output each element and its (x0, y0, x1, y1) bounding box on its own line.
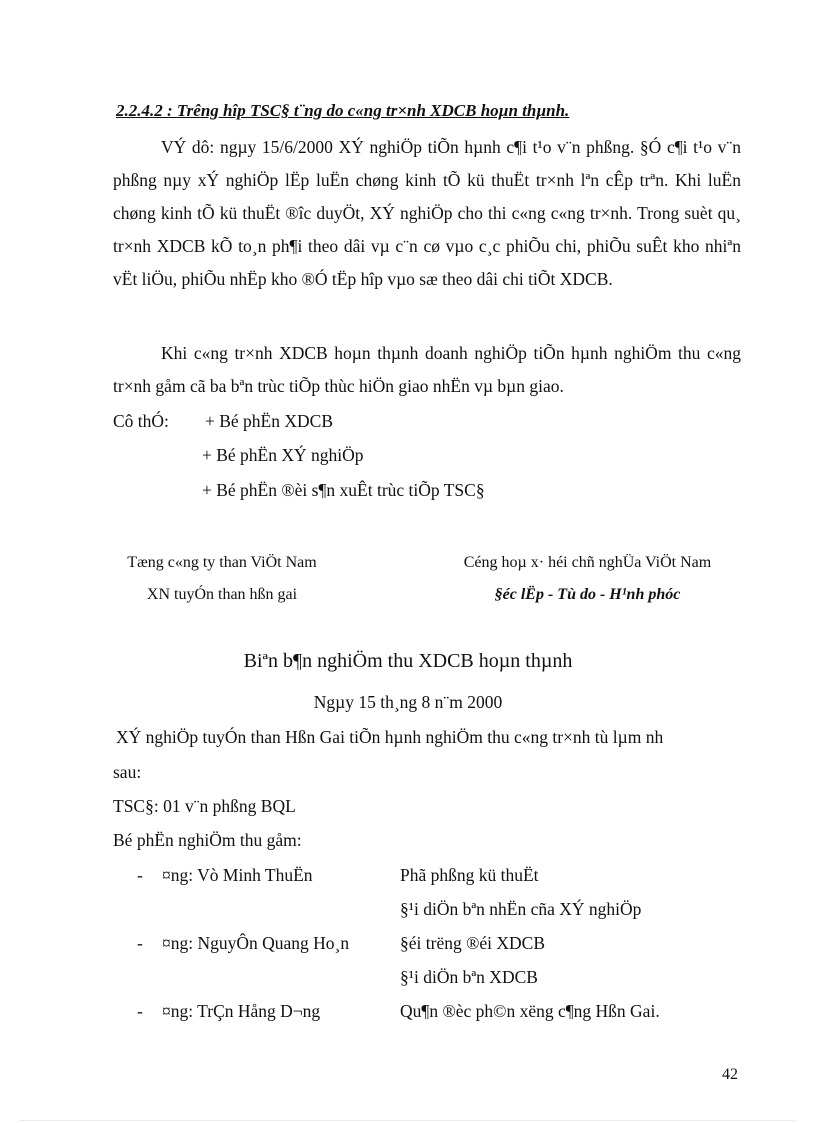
list-dash: - (137, 1001, 143, 1021)
national-motto: §éc lËp - Tù do - H¹nh phóc (494, 586, 681, 603)
list-dash: - (137, 865, 143, 885)
member-role: §¹i diÖn bªn nhËn cña XÝ nghiÖp (400, 899, 642, 919)
document-date: Ngµy 15 th¸ng 8 n¨m 2000 (313, 692, 503, 712)
committee-label: Bé phËn nghiÖm thu gåm: (113, 830, 302, 850)
org-left (92, 547, 352, 611)
member-role: Phã phßng kü thuËt (400, 865, 539, 885)
example-paragraph: VÝ dô: ngµy 15/6/2000 XÝ nghiÖp tiÕn hµnh c¶i t¹o v¨n phßng. §Ó c¶i t¹o v¨n phßng nµy xÝ nghiÖp lËp luËn chøng kinh tÕ kü thuËt tr×nh lªn cÊp trªn. Khi luËn chøng kinh tÕ kü thuËt ®îc duyÖt, XÝ nghiÖp cho thi c«ng c«ng tr×nh. Trong suèt qu¸ tr×nh XDCB kÕ to¸n ph¶i theo dâi vµ c¨n cø vµo c¸c phiÕu chi, phiÕu suÊt kho nhiªn vËt liÖu, phiÕu nhËp kho ®Ó tËp hîp vµo sæ theo dâi chi tiÕt XDCB. (113, 137, 741, 289)
org-left-line1: Tæng c«ng ty than ViÖt Nam (127, 554, 317, 571)
org-left-line2: XN tuyÓn than hßn gai (146, 586, 298, 603)
party-item: + Bé phËn XDCB (205, 411, 333, 431)
party-item: + Bé phËn XÝ nghiÖp (202, 445, 364, 465)
body-line-2: sau: (113, 762, 142, 782)
acceptance-paragraph: Khi c«ng tr×nh XDCB hoµn thµnh doanh nghiÖp tiÕn hµnh nghiÖm thu c«ng tr×nh gåm cã ba bªn trùc tiÕp thùc hiÖn giao nhËn vµ bµn giao. (113, 343, 741, 396)
party-item: + Bé phËn ®èi s¶n xuÊt trùc tiÕp TSC§ (202, 480, 485, 500)
parties-label: Cô thÓ: (113, 411, 169, 431)
member-name: ¤ng: NguyÔn Quang Ho¸n (162, 933, 350, 953)
member-name: ¤ng: TrÇn Hång D¬ng (162, 1001, 321, 1021)
body-line-1: XÝ nghiÖp tuyÓn than Hßn Gai tiÕn hµnh nghiÖm thu c«ng tr×nh tù lµm nh (116, 727, 664, 747)
asset-line: TSC§: 01 v¨n phßng BQL (113, 796, 296, 816)
page-number: 42 (722, 1066, 738, 1083)
org-right (445, 547, 730, 611)
footer-divider (20, 1120, 796, 1121)
member-role: Qu¶n ®èc ph©n xëng c¶ng Hßn Gai. (400, 1001, 660, 1021)
org-right-line1: Céng hoµ x· héi chñ nghÜa ViÖt Nam (463, 554, 712, 571)
member-name: ¤ng: Vò Minh ThuËn (162, 865, 313, 885)
member-role: §¹i diÖn bªn XDCB (400, 967, 538, 987)
document-title: Biªn b¶n nghiÖm thu XDCB hoµn thµnh (243, 650, 573, 672)
list-dash: - (137, 933, 143, 953)
member-role: §éi trëng ®éi XDCB (400, 933, 546, 953)
section-heading: 2.2.4.2 : Trêng hîp TSC§ t¨ng do c«ng tr×nh XDCB hoµn thµnh. (116, 101, 570, 120)
